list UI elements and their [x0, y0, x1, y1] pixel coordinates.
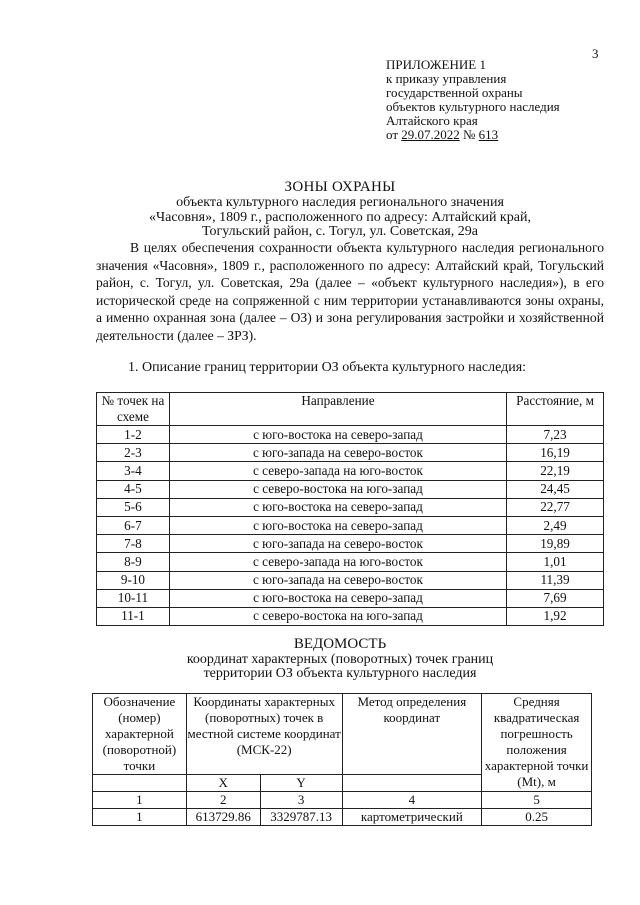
- segment-cell: 10-11: [97, 589, 170, 607]
- table-row: [93, 809, 592, 826]
- table-row: [97, 498, 604, 516]
- intro-paragraph: [96, 239, 604, 345]
- segment-cell: 7-8: [97, 535, 170, 553]
- direction-cell: с юго-востока на северо-запад: [169, 498, 506, 516]
- vedomost-title: ВЕДОМОСТЬ: [293, 636, 387, 652]
- header-cell: Обозначение (номер) характерной (поворотной) точки: [93, 694, 187, 775]
- segment-cell: 2-3: [97, 444, 170, 462]
- distance-cell: 7,23: [507, 426, 604, 444]
- direction-cell: с северо-запада на юго-восток: [169, 553, 506, 571]
- date-prefix: от: [386, 127, 399, 142]
- direction-cell: с северо-востока на юго-запад: [169, 607, 506, 625]
- distance-cell: 1,92: [507, 607, 604, 625]
- page-subtitle: [60, 196, 620, 240]
- header-cell: Метод определения координат: [342, 694, 482, 775]
- table-header-row: [93, 694, 592, 775]
- x-cell: 613729.86: [186, 809, 260, 826]
- subtitle-line: Тогульский район, с. Тогул, ул. Советская, 29а: [202, 224, 478, 239]
- direction-cell: с юго-востока на северо-запад: [169, 589, 506, 607]
- segment-cell: 3-4: [97, 462, 170, 480]
- index-cell: 4: [342, 792, 482, 809]
- appendix-line: к приказу управления: [386, 71, 507, 86]
- appendix-title: ПРИЛОЖЕНИЕ 1: [386, 57, 486, 72]
- table-row: [97, 444, 604, 462]
- error-cell: 0.25: [482, 809, 592, 826]
- subtitle-line: координат характерных (поворотных) точек границ: [186, 652, 494, 667]
- number-sign: №: [463, 127, 476, 142]
- distance-cell: 24,45: [507, 480, 604, 498]
- page-title: ЗОНЫ ОХРАНЫ: [284, 179, 396, 195]
- index-cell: 1: [93, 792, 187, 809]
- segment-cell: 4-5: [97, 480, 170, 498]
- subtitle-line: территории ОЗ объекта культурного наследия: [203, 666, 477, 681]
- table-row: [97, 426, 604, 444]
- direction-cell: с юго-запада на северо-восток: [169, 571, 506, 589]
- segment-cell: 6-7: [97, 516, 170, 534]
- boundary-table: [96, 392, 604, 626]
- header-cell: Расстояние, м: [507, 393, 604, 426]
- subtitle-line: объекта культурного наследия регионального значения: [176, 195, 504, 210]
- header-cell-empty: [93, 775, 187, 792]
- distance-cell: 22,19: [507, 462, 604, 480]
- index-cell: 2: [186, 792, 260, 809]
- subtitle-line: «Часовня», 1809 г., расположенного по адресу: Алтайский край,: [149, 209, 531, 225]
- appendix-block: [386, 58, 560, 142]
- header-cell: Координаты характерных (поворотных) точек в местной системе координат (МСК-22): [186, 694, 342, 775]
- table-row: [97, 553, 604, 571]
- direction-cell: с юго-востока на северо-запад: [169, 516, 506, 534]
- segment-cell: 11-1: [97, 607, 170, 625]
- header-cell-empty: [342, 775, 482, 792]
- distance-cell: 2,49: [507, 516, 604, 534]
- order-number: 613: [478, 127, 499, 142]
- vedomost-subtitle: [60, 653, 620, 681]
- index-row: [93, 792, 592, 809]
- header-cell: № точек на схеме: [97, 393, 170, 426]
- direction-cell: с северо-востока на юго-запад: [169, 480, 506, 498]
- direction-cell: с северо-запада на юго-восток: [169, 462, 506, 480]
- distance-cell: 16,19: [507, 444, 604, 462]
- segment-cell: 8-9: [97, 553, 170, 571]
- page-number: 3: [592, 46, 599, 61]
- appendix-line: государственной охраны: [386, 85, 523, 100]
- coordinates-table: [92, 693, 592, 826]
- index-cell: 3: [260, 792, 342, 809]
- table-header-row: [97, 393, 604, 426]
- section-title: 1. Описание границ территории ОЗ объекта культурного наследия:: [128, 360, 527, 375]
- table-row: [97, 571, 604, 589]
- header-cell: Направление: [169, 393, 506, 426]
- table-row: [97, 535, 604, 553]
- segment-cell: 9-10: [97, 571, 170, 589]
- table-row: [97, 607, 604, 625]
- method-cell: картометрический: [342, 809, 482, 826]
- header-cell-y: Y: [260, 775, 342, 792]
- table-row: [97, 516, 604, 534]
- segment-cell: 5-6: [97, 498, 170, 516]
- table-row: [97, 462, 604, 480]
- point-cell: 1: [93, 809, 187, 826]
- y-cell: 3329787.13: [260, 809, 342, 826]
- segment-cell: 1-2: [97, 426, 170, 444]
- direction-cell: с юго-запада на северо-восток: [169, 535, 506, 553]
- header-cell-x: X: [186, 775, 260, 792]
- distance-cell: 11,39: [507, 571, 604, 589]
- direction-cell: с юго-востока на северо-запад: [169, 426, 506, 444]
- appendix-line: Алтайского края: [386, 113, 478, 128]
- appendix-line: объектов культурного наследия: [386, 99, 560, 114]
- distance-cell: 7,69: [507, 589, 604, 607]
- distance-cell: 1,01: [507, 553, 604, 571]
- appendix-date-line: [386, 128, 560, 142]
- table-row: [97, 480, 604, 498]
- header-cell: Средняя квадратическая погрешность положения характерной точки (Mt), м: [482, 694, 592, 792]
- order-date: 29.07.2022: [401, 127, 460, 142]
- index-cell: 5: [482, 792, 592, 809]
- table-row: [97, 589, 604, 607]
- distance-cell: 22,77: [507, 498, 604, 516]
- direction-cell: с юго-запада на северо-восток: [169, 444, 506, 462]
- distance-cell: 19,89: [507, 535, 604, 553]
- intro-text: В целях обеспечения сохранности объекта культурного наследия регионального значения «Часовня», 1809 г., расположенного по адресу: Алтайский край, Тогульский район, с. Тогул, ул. Советская, 29а (далее – «объект культурного наследия»), в его исторической среде на сопряженной с ним территории устанавливаются зоны охраны, а именно охранная зона (далее – ОЗ) и зона регулирования застройки и хозяйственной деятельности (далее – ЗРЗ).: [96, 240, 604, 343]
